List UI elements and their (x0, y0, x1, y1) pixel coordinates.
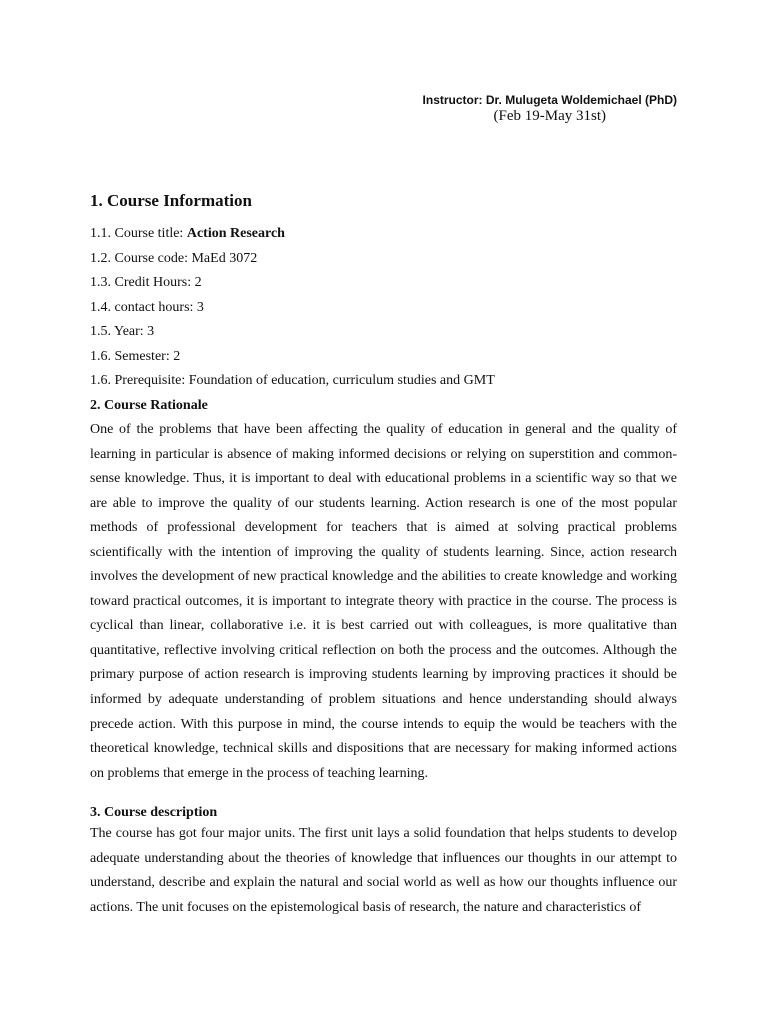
instructor-line: Instructor: Dr. Mulugeta Woldemichael (PhD) (422, 93, 677, 107)
semester-line: 1.6. Semester: 2 (90, 348, 181, 364)
course-dates: (Feb 19-May 31st) (493, 108, 607, 124)
prerequisite-line: 1.6. Prerequisite: Foundation of education, curriculum studies and GMT (90, 373, 495, 388)
course-description-paragraph: The course has got four major units. The first unit lays a solid foundation that helps students to develop adequate understanding about the theories of knowledge that influences our thoughts in our attempt to understand, describe and explain the natural and social world as well as how our thoughts influence our actions. The unit focuses on the epistemological basis of research, the nature and characteristics of (90, 826, 677, 915)
course-rationale-paragraph: One of the problems that have been affecting the quality of education in general and the quality of learning in particular is absence of making informed decisions or relying on superstition and common-sense knowledge. Thus, it is important to deal with educational problems in a scientific way so that we are able to improve the quality of our students learning. Action research is one of the most popular methods of professional development for teachers that is aimed at solving practical problems scientifically with the intention of improving the quality of students learning. Since, action research involves the development of new practical knowledge and the abilities to create knowledge and working toward practical outcomes, it is important to integrate theory with practice in the course. The process is cyclical than linear, collaborative i.e. it is best carried out with colleagues, is more qualitative than quantitative, reflective involving critical reflection on both the process and the outcomes. Although the primary purpose of action research is improving students learning by improving practices it should be informed by adequate understanding of problem situations and hence understanding should always precede action. With this purpose in mind, the course intends to equip the would be teachers with the theoretical knowledge, technical skills and dispositions that are necessary for making informed actions on problems that emerge in the process of teaching learning. (90, 422, 677, 781)
course-rationale-heading: 2. Course Rationale (90, 397, 208, 413)
credit-hours-line: 1.3. Credit Hours: 2 (90, 275, 202, 290)
course-code-line: 1.2. Course code: MaEd 3072 (90, 250, 258, 266)
course-title-value: Action Research (186, 226, 285, 241)
year-line: 1.5. Year: 3 (90, 324, 155, 339)
document-content (90, 188, 677, 920)
course-title-label: 1.1. Course title: (90, 226, 187, 241)
section-spacer (90, 786, 677, 804)
course-information-heading: 1. Course Information (90, 191, 252, 210)
contact-hours-line: 1.4. contact hours: 3 (90, 299, 204, 315)
course-title-line (90, 222, 677, 247)
course-description-heading: 3. Course description (90, 805, 218, 821)
header-block (423, 93, 677, 125)
